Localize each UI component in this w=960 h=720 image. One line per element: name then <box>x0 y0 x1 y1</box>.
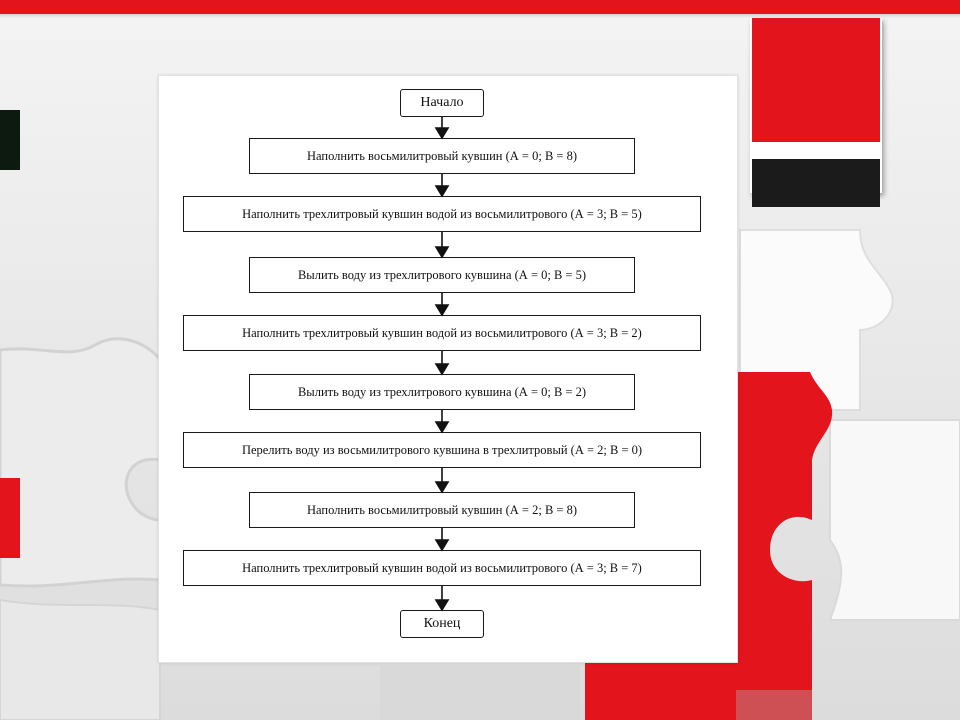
decorative-card <box>750 18 882 193</box>
left-dark-tab <box>0 110 20 170</box>
flowchart-step-6: Перелить воду из восьмилитрового кувшина в трехлитровый (А = 2; В = 0) <box>183 432 701 468</box>
puzzle-grey-bottom <box>380 665 580 720</box>
decorative-card-dark <box>752 159 880 207</box>
top-red-bar <box>0 0 960 14</box>
puzzle-red-reflection <box>736 690 812 720</box>
flowchart-step-5: Вылить воду из трехлитрового кувшина (А = 0; В = 2) <box>249 374 635 410</box>
flowchart-step-1: Наполнить восьмилитровый кувшин (А = 0; В = 8) <box>249 138 635 174</box>
puzzle-outline-bottom <box>0 600 160 720</box>
flowchart-step-8: Наполнить трехлитровый кувшин водой из восьмилитрового (А = 3; В = 7) <box>183 550 701 586</box>
end-node: Конец <box>400 610 484 638</box>
flowchart-step-3: Вылить воду из трехлитрового кувшина (А = 0; В = 5) <box>249 257 635 293</box>
flowchart-step-4: Наполнить трехлитровый кувшин водой из восьмилитрового (А = 3; В = 2) <box>183 315 701 351</box>
puzzle-white-far-right <box>830 420 960 620</box>
puzzle-outline-left <box>0 339 160 586</box>
flowchart-step-7: Наполнить восьмилитровый кувшин (А = 2; В = 8) <box>249 492 635 528</box>
decorative-card-red <box>752 18 880 142</box>
puzzle-red-piece-lower <box>585 660 736 720</box>
left-red-tab <box>0 478 20 558</box>
start-node: Начало <box>400 89 484 117</box>
flowchart-step-2: Наполнить трехлитровый кувшин водой из восьмилитрового (А = 3; В = 5) <box>183 196 701 232</box>
